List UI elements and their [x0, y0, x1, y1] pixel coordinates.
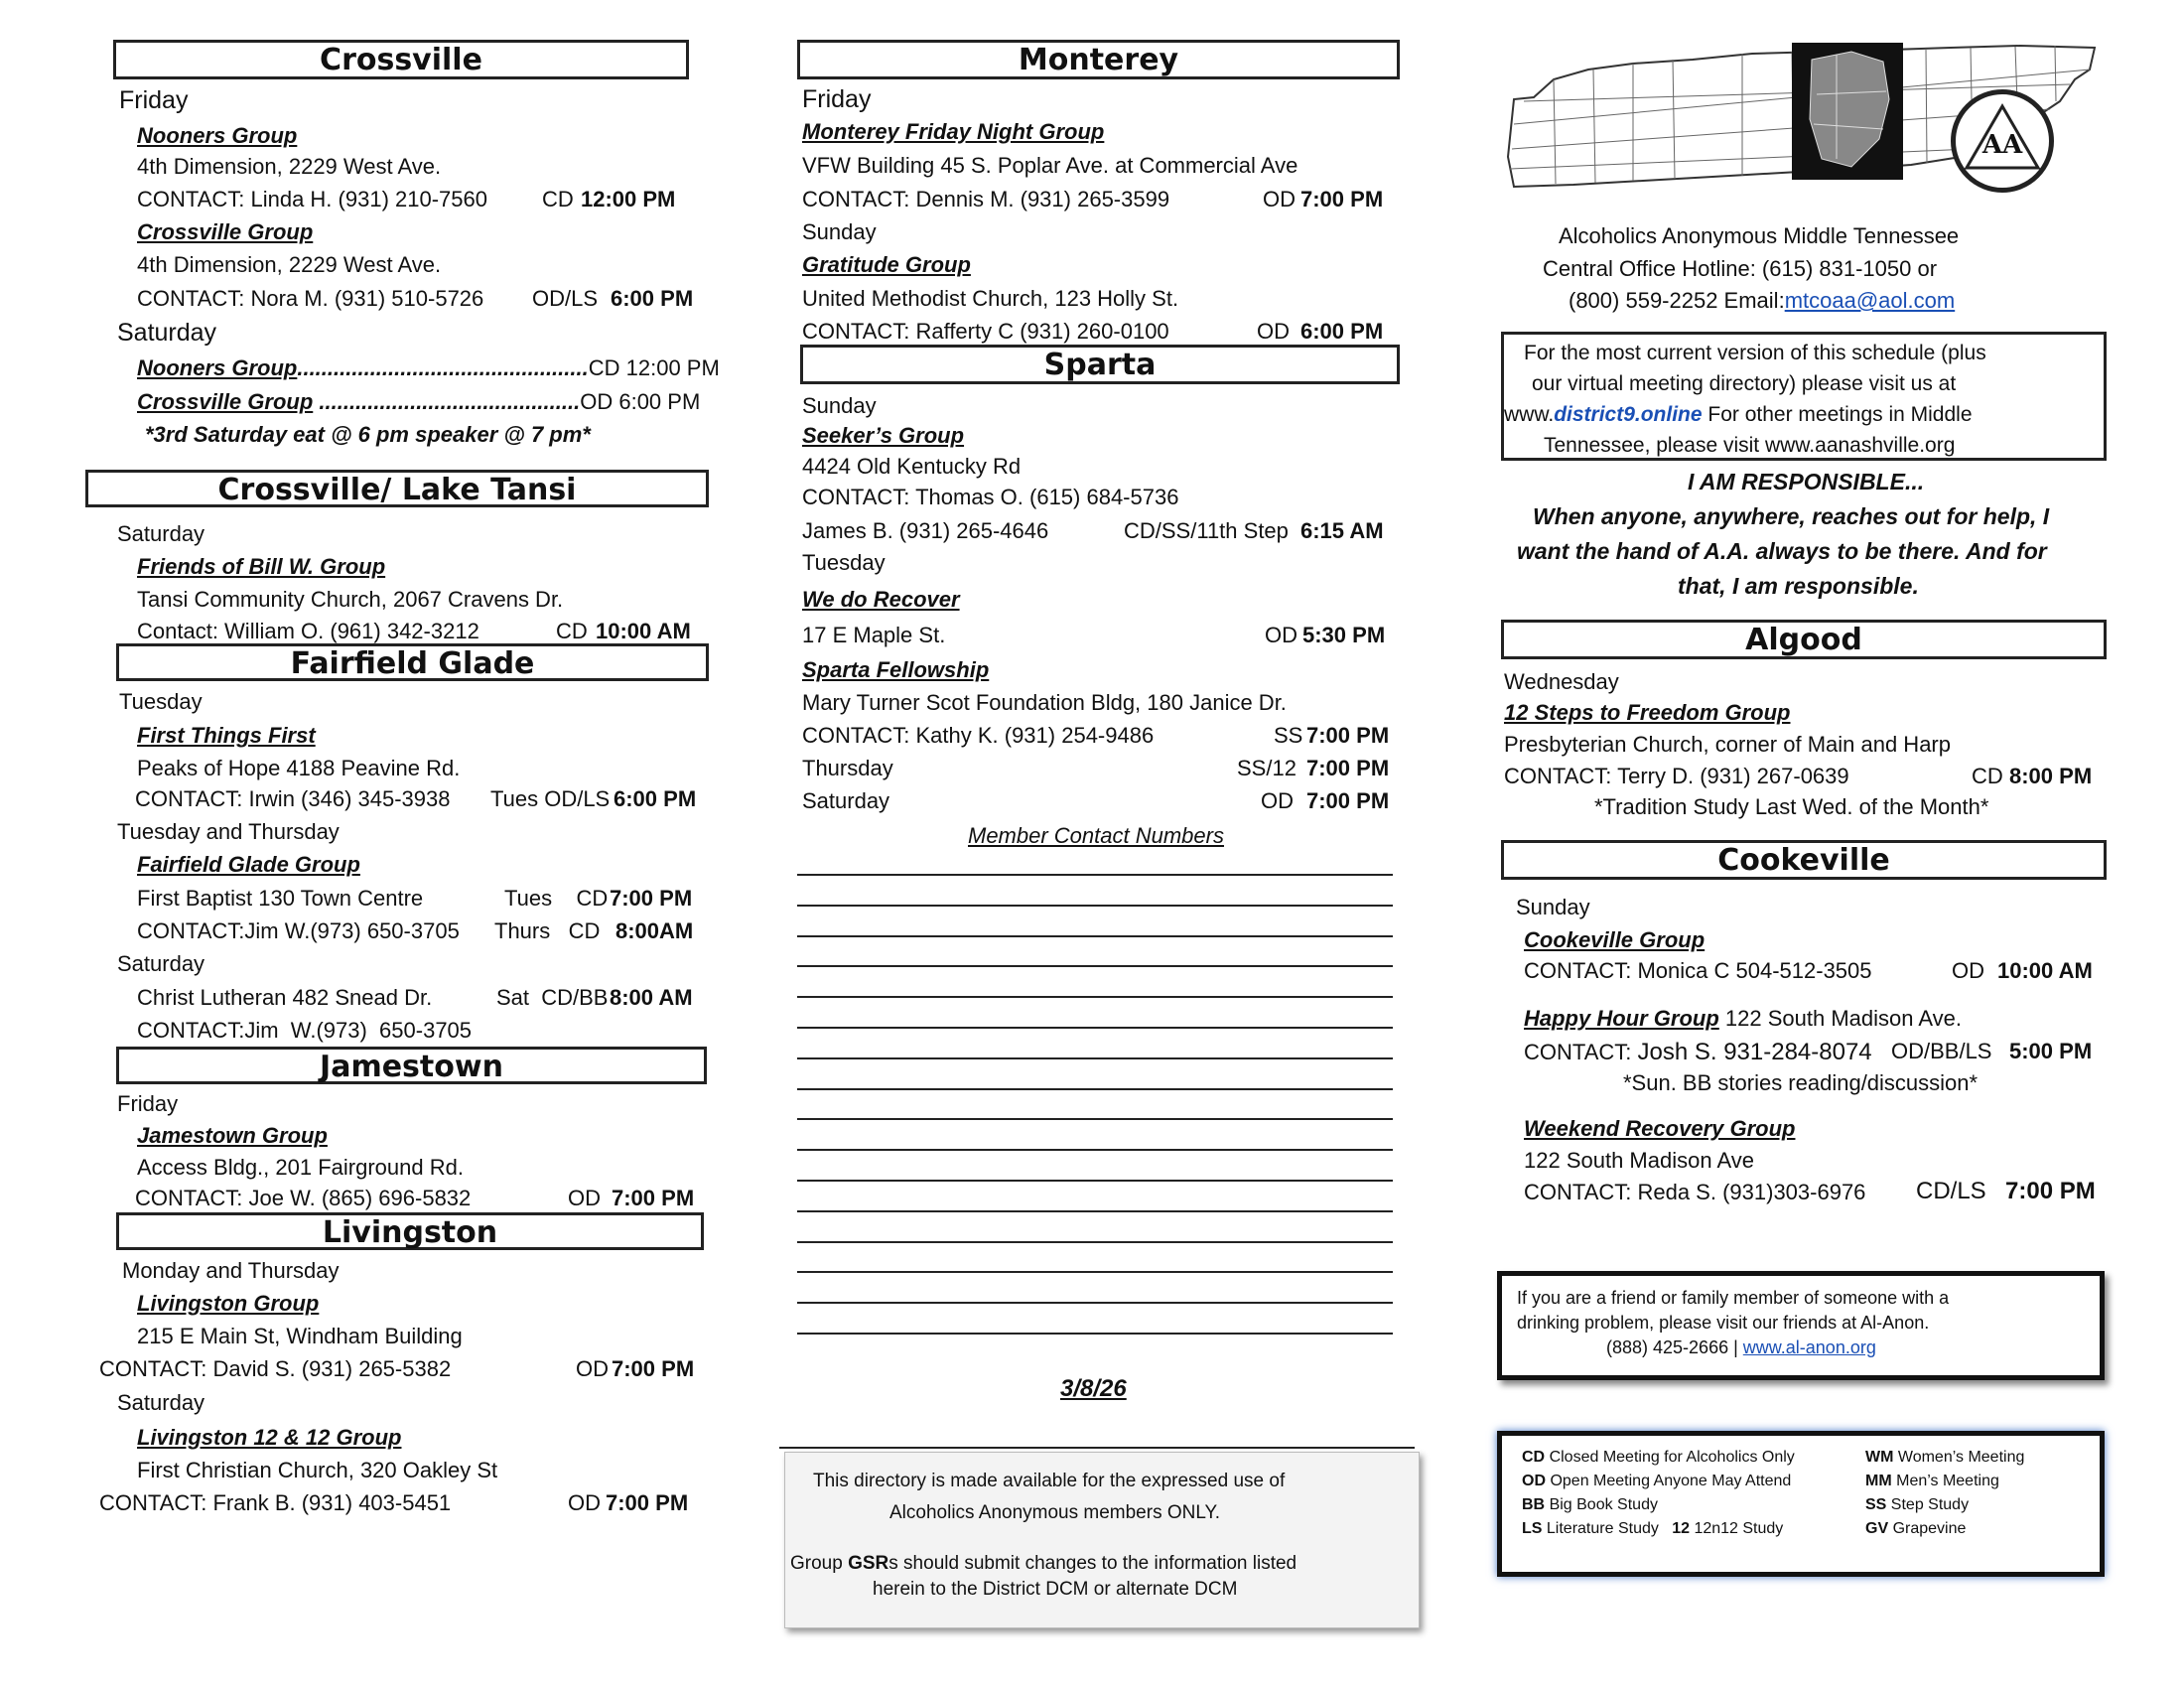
- group-contact: CONTACT: Frank B. (931) 403-5451: [99, 1490, 452, 1515]
- group-address: 17 E Maple St.: [802, 623, 946, 647]
- notice-line: herein to the District DCM or alternate DCM: [873, 1579, 1238, 1600]
- responsibility-text: want the hand of A.A. always to be there. And for: [1517, 538, 2047, 564]
- group-contact: James B. (931) 265-4646: [802, 518, 1049, 543]
- legend-code: OD: [1522, 1473, 1546, 1489]
- meeting-time: 8:00AM: [615, 918, 694, 943]
- meeting-time: 6:15 AM: [1300, 518, 1384, 543]
- legend-code: WM: [1865, 1449, 1894, 1466]
- meeting-time: 10:00 AM: [1997, 958, 2093, 983]
- day-label: Friday: [802, 85, 872, 113]
- group-name: We do Recover: [802, 587, 960, 612]
- al-anon-text: If you are a friend or family member of someone with a: [1517, 1288, 1950, 1308]
- group-name: Sparta Fellowship: [802, 657, 990, 682]
- contact-line: [797, 1271, 1393, 1273]
- contact-line: [797, 1118, 1393, 1120]
- legend-desc: 12n12 Study: [1690, 1520, 1784, 1537]
- group-name: Weekend Recovery Group: [1524, 1116, 1796, 1141]
- legend-desc: Big Book Study: [1549, 1496, 1658, 1513]
- meeting-type: CD: [542, 187, 574, 211]
- day-label: Sunday: [802, 393, 877, 418]
- al-anon-link[interactable]: www.al-anon.org: [1742, 1337, 1876, 1357]
- meeting-type: CD/LS: [1916, 1178, 1986, 1204]
- day-label: Thursday: [802, 756, 893, 780]
- day-label: Sunday: [1516, 895, 1590, 919]
- day-label: Tuesday and Thursday: [117, 819, 340, 844]
- responsibility-title: I AM RESPONSIBLE...: [1688, 469, 1925, 494]
- meeting-type: Thurs CD: [494, 918, 601, 943]
- website-text: our virtual meeting directory) please visit us at: [1532, 372, 1957, 395]
- contact-line: [797, 905, 1393, 907]
- website-text: [1504, 403, 1973, 427]
- meeting-note: *Sun. BB stories reading/discussion*: [1623, 1070, 1979, 1095]
- notice-text: GSR: [848, 1553, 889, 1574]
- meeting-note: *Tradition Study Last Wed. of the Month*: [1594, 794, 1989, 819]
- meeting-type-time: CD 12:00 PM: [588, 355, 720, 380]
- divider: [779, 1447, 1415, 1449]
- legend-desc: Literature Study: [1546, 1520, 1673, 1537]
- meeting-time: 7:00 PM: [1300, 187, 1384, 211]
- section-header-lake-tansi: Crossville/ Lake Tansi: [85, 470, 709, 507]
- notice-line: Alcoholics Anonymous members ONLY.: [889, 1502, 1221, 1523]
- group-address: VFW Building 45 S. Poplar Ave. at Commercial Ave: [802, 153, 1298, 178]
- meeting-time: 7:00 PM: [606, 1490, 689, 1515]
- contact-line: [797, 1057, 1393, 1059]
- meeting-type: SS/12: [1237, 756, 1297, 780]
- meeting-type: CD/SS/11th Step: [1124, 518, 1289, 543]
- group-contact: CONTACT: David S. (931) 265-5382: [99, 1356, 452, 1381]
- meeting-type: OD: [1265, 623, 1297, 647]
- schedule-date: 3/8/26: [1060, 1375, 1127, 1402]
- group-address: Peaks of Hope 4188 Peavine Rd.: [137, 756, 461, 780]
- meeting-type: CD: [1972, 764, 2003, 788]
- responsibility-text: that, I am responsible.: [1678, 573, 1919, 599]
- website-text: For the most current version of this schedule (plus: [1524, 342, 1986, 364]
- meeting-time: 7:00 PM: [1306, 723, 1390, 748]
- meeting-type: OD: [568, 1186, 601, 1210]
- meeting-note: *3rd Saturday eat @ 6 pm speaker @ 7 pm*: [145, 422, 591, 447]
- group-name: Jamestown Group: [137, 1123, 328, 1148]
- legend-code: SS: [1865, 1496, 1887, 1513]
- meeting-time: 7:00 PM: [1306, 788, 1390, 813]
- dot-leader: ................................................: [297, 355, 589, 380]
- group-name: Friends of Bill W. Group: [137, 554, 386, 579]
- contact-line: [797, 1333, 1393, 1335]
- legend-row: [1514, 1517, 2032, 1541]
- day-label: Saturday: [117, 521, 205, 546]
- al-anon-text: [1606, 1337, 1876, 1358]
- group-name: Livingston Group: [137, 1291, 320, 1316]
- website-text: Tennessee, please visit www.aanashville.org: [1544, 434, 1956, 457]
- contact-line: [797, 1180, 1393, 1182]
- notice-text: s should submit changes to the information listed: [888, 1553, 1297, 1574]
- saturday-crossville-row: [137, 389, 700, 415]
- group-address: 4th Dimension, 2229 West Ave.: [137, 252, 442, 277]
- group-name: 12 Steps to Freedom Group: [1504, 700, 1791, 725]
- members-only-notice: [784, 1452, 1420, 1628]
- section-header-sparta: Sparta: [800, 345, 1400, 384]
- group-address: 122 South Madison Ave.: [1718, 1006, 1962, 1031]
- meeting-type: OD: [568, 1490, 601, 1515]
- group-contact: CONTACT:Jim W.(973) 650-3705: [137, 1018, 473, 1043]
- group-contact: CONTACT: Linda H. (931) 210-7560: [137, 187, 487, 211]
- legend-desc: Open Meeting Anyone May Attend: [1550, 1473, 1792, 1489]
- contact-label: CONTACT:: [1524, 1040, 1638, 1064]
- meeting-type: OD: [1952, 958, 1984, 983]
- notice-text: Group: [790, 1553, 849, 1574]
- legend-desc: Closed Meeting for Alcoholics Only: [1549, 1449, 1795, 1466]
- group-address: Tansi Community Church, 2067 Cravens Dr.: [137, 587, 564, 612]
- day-label: Tuesday: [119, 689, 203, 714]
- contact-line: [797, 1027, 1393, 1029]
- meeting-time: 8:00 PM: [2009, 764, 2093, 788]
- al-anon-text: drinking problem, please visit our friends at Al-Anon.: [1517, 1313, 1930, 1333]
- meeting-type-time: OD 6:00 PM: [580, 389, 701, 414]
- contact-line: [797, 1241, 1393, 1243]
- aa-logo: [1951, 89, 2054, 193]
- saturday-nooners-row: [137, 355, 720, 381]
- day-label: Friday: [119, 86, 189, 114]
- group-address: Christ Lutheran 482 Snead Dr.: [137, 985, 433, 1010]
- day-label: Saturday: [117, 1390, 205, 1415]
- group-contact: CONTACT:Jim W.(973) 650-3705: [137, 918, 460, 943]
- legend-desc: Men’s Meeting: [1896, 1473, 1999, 1489]
- meeting-time: 5:30 PM: [1302, 623, 1386, 647]
- contact-line: [797, 874, 1393, 876]
- group-contact: CONTACT: Terry D. (931) 267-0639: [1504, 764, 1849, 788]
- group-address: Mary Turner Scot Foundation Bldg, 180 Janice Dr.: [802, 690, 1287, 715]
- section-header-fairfield-glade: Fairfield Glade: [116, 643, 709, 681]
- group-name: Cookeville Group: [1524, 927, 1706, 952]
- section-header-algood: Algood: [1501, 620, 2107, 659]
- meeting-time: 5:00 PM: [2009, 1039, 2093, 1063]
- meeting-type: OD: [1257, 319, 1290, 344]
- section-header-monterey: Monterey: [797, 40, 1400, 79]
- meeting-type: OD: [576, 1356, 609, 1381]
- meeting-type: OD/BB/LS: [1891, 1039, 1992, 1063]
- group-name: Seeker’s Group: [802, 423, 965, 448]
- dot-leader: ...........................................: [313, 389, 581, 414]
- legend-box: [1497, 1431, 2105, 1577]
- meeting-time: 12:00 PM: [581, 187, 676, 211]
- group-address: 4424 Old Kentucky Rd: [802, 454, 1022, 479]
- notice-line: This directory is made available for the expressed use of: [813, 1471, 1286, 1491]
- meeting-time: 7:00 PM: [1306, 756, 1390, 780]
- group-contact: CONTACT: Irwin (346) 345-3938: [135, 786, 451, 811]
- group-name: Livingston 12 & 12 Group: [137, 1425, 402, 1450]
- responsibility-text: When anyone, anywhere, reaches out for help, I: [1533, 503, 2050, 529]
- legend-code: MM: [1865, 1473, 1892, 1489]
- group-address: 122 South Madison Ave: [1524, 1148, 1754, 1173]
- meeting-type: OD/LS: [532, 286, 599, 311]
- al-anon-box: [1497, 1271, 2105, 1380]
- meeting-type: OD: [1261, 788, 1294, 813]
- group-address: 4th Dimension, 2229 West Ave.: [137, 154, 442, 179]
- contact-value: Josh S. 931-284-8074: [1637, 1039, 1872, 1065]
- day-label: Tuesday: [802, 550, 886, 575]
- legend-code: GV: [1865, 1520, 1889, 1537]
- meeting-time: 6:00 PM: [614, 786, 697, 811]
- meeting-type: CD: [556, 619, 588, 643]
- meeting-time: 10:00 AM: [596, 619, 691, 643]
- group-name: Nooners Group: [137, 355, 298, 380]
- office-phone: (800) 559-2252 Email:: [1569, 288, 1785, 313]
- meeting-time: 7:00 PM: [612, 1356, 695, 1381]
- day-label: Saturday: [117, 951, 205, 976]
- meeting-type: SS: [1274, 723, 1303, 748]
- meeting-type: Tues CD: [504, 886, 609, 911]
- section-header-jamestown: Jamestown: [116, 1047, 707, 1084]
- group-name: Happy Hour Group: [1524, 1006, 1719, 1031]
- day-label: Wednesday: [1504, 669, 1619, 694]
- day-label: Saturday: [802, 788, 890, 813]
- group-name: Crossville Group: [137, 219, 314, 244]
- group-name: Monterey Friday Night Group: [802, 119, 1105, 144]
- website-text: www.: [1504, 403, 1555, 426]
- group-name: Fairfield Glade Group: [137, 852, 360, 877]
- section-header-crossville: Crossville: [113, 40, 689, 79]
- office-info: Alcoholics Anonymous Middle Tennessee: [1559, 223, 1960, 248]
- meeting-type: Tues OD/LS: [490, 786, 611, 811]
- meeting-type: Sat CD/BB: [496, 985, 609, 1010]
- day-label: Monday and Thursday: [122, 1258, 340, 1283]
- member-contacts-heading: Member Contact Numbers: [968, 823, 1224, 848]
- group-contact: CONTACT: Rafferty C (931) 260-0100: [802, 319, 1169, 344]
- notice-line: [790, 1553, 1297, 1575]
- group-address: Access Bldg., 201 Fairground Rd.: [137, 1155, 464, 1180]
- legend-desc: Step Study: [1890, 1496, 1970, 1513]
- legend-code: CD: [1522, 1449, 1546, 1466]
- section-header-livingston: Livingston: [116, 1212, 704, 1250]
- district9-link[interactable]: district9.online: [1554, 403, 1703, 426]
- day-label: Saturday: [117, 319, 217, 347]
- email-link[interactable]: mtcoaa@aol.com: [1784, 288, 1956, 313]
- section-header-cookeville: Cookeville: [1501, 840, 2107, 880]
- legend-desc: Grapevine: [1892, 1520, 1967, 1537]
- contact-line: [797, 1210, 1393, 1212]
- schedule-website-box: [1501, 332, 2107, 461]
- group-contact: CONTACT: Dennis M. (931) 265-3599: [802, 187, 1170, 211]
- meeting-time: 7:00 PM: [2005, 1178, 2096, 1204]
- meeting-time: 8:00 AM: [610, 985, 693, 1010]
- legend-row: [1514, 1470, 2032, 1493]
- legend-code: 12: [1672, 1520, 1690, 1537]
- group-contact: CONTACT: Joe W. (865) 696-5832: [135, 1186, 472, 1210]
- legend-row: [1514, 1446, 2032, 1470]
- day-label: Sunday: [802, 219, 877, 244]
- meeting-time: 6:00 PM: [611, 286, 694, 311]
- legend-code: LS: [1522, 1520, 1543, 1537]
- group-address: 215 E Main St, Windham Building: [137, 1324, 463, 1348]
- legend-row: [1514, 1493, 2032, 1517]
- group-name: First Things First: [137, 723, 316, 748]
- legend-desc: Women’s Meeting: [1897, 1449, 2025, 1466]
- group-contact: Contact: William O. (961) 342-3212: [137, 619, 479, 643]
- group-contact: CONTACT: Kathy K. (931) 254-9486: [802, 723, 1155, 748]
- contact-line: [797, 1302, 1393, 1304]
- website-text: For other meetings in Middle: [1702, 403, 1973, 426]
- group-address: First Baptist 130 Town Centre: [137, 886, 424, 911]
- meeting-type: OD: [1263, 187, 1296, 211]
- group-name: Crossville Group: [137, 389, 314, 414]
- contact-line: [797, 1088, 1393, 1090]
- group-contact: CONTACT: Nora M. (931) 510-5726: [137, 286, 484, 311]
- office-info: Central Office Hotline: (615) 831-1050 or: [1543, 256, 1938, 281]
- group-contact: CONTACT: Monica C 504-512-3505: [1524, 958, 1872, 983]
- legend-table: [1514, 1446, 2032, 1541]
- group-name: Nooners Group: [137, 123, 298, 148]
- group-address: Presbyterian Church, corner of Main and Harp: [1504, 732, 1951, 757]
- group-row: [1524, 1006, 1962, 1032]
- office-info: [1569, 288, 1955, 314]
- contact-line: [797, 935, 1393, 937]
- group-contact: CONTACT: Thomas O. (615) 684-5736: [802, 485, 1179, 509]
- contact-line: [797, 1149, 1393, 1151]
- contact-line: [797, 965, 1393, 967]
- al-anon-phone: (888) 425-2666 |: [1606, 1337, 1743, 1357]
- group-address: First Christian Church, 320 Oakley St: [137, 1458, 498, 1482]
- aa-logo-text: AA: [1981, 130, 2023, 160]
- meeting-time: 7:00 PM: [610, 886, 693, 911]
- meeting-time: 6:00 PM: [1300, 319, 1384, 344]
- group-contact: [1524, 1039, 1872, 1066]
- group-contact: CONTACT: Reda S. (931)303-6976: [1524, 1180, 1866, 1204]
- day-label: Friday: [117, 1091, 179, 1116]
- meeting-time: 7:00 PM: [612, 1186, 695, 1210]
- group-address: United Methodist Church, 123 Holly St.: [802, 286, 1179, 311]
- legend-code: BB: [1522, 1496, 1546, 1513]
- group-name: Gratitude Group: [802, 252, 971, 277]
- contact-line: [797, 996, 1393, 998]
